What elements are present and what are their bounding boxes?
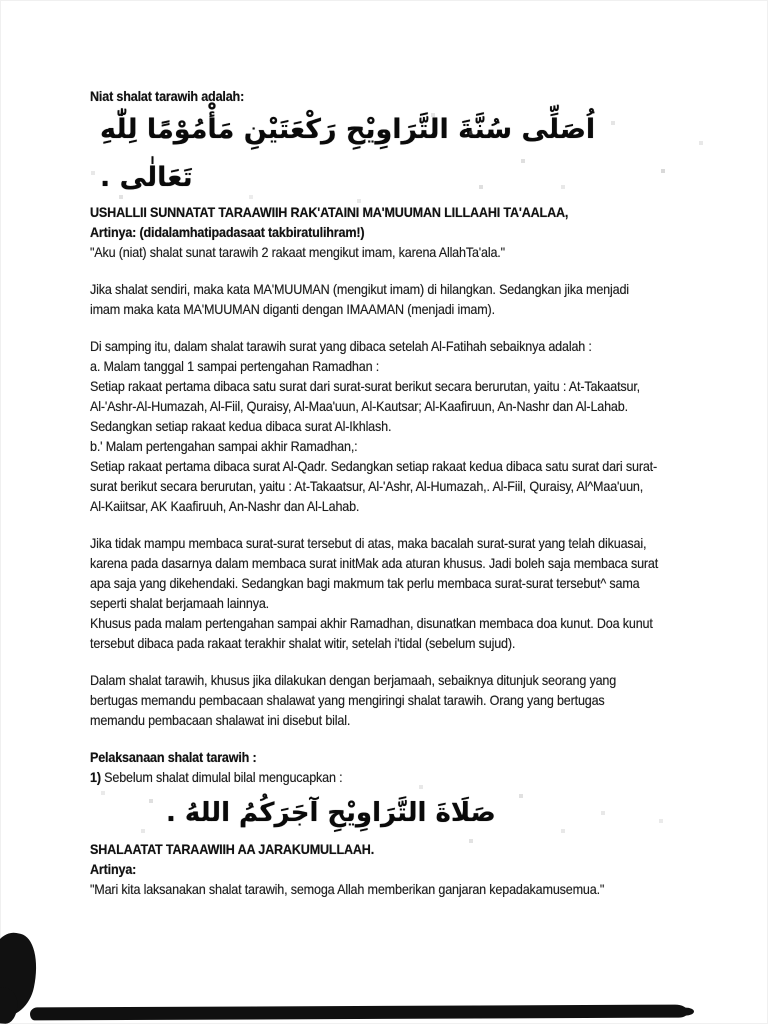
paragraph-gap: [90, 730, 730, 747]
text-line: memandu pembacaan shalawat ini disebut bilal.: [90, 712, 351, 728]
step-1-number: 1): [90, 769, 101, 785]
text-line: Sedangkan setiap rakaat kedua dibaca surat Al-Ikhlash.: [90, 418, 392, 434]
arabic-niat-calligraphy-line-1: اُصَلِّى سُنَّةَ التَّرَاوِيْحِ رَكْعَتَيْنِ مَأْمُوْمًا لِلّٰهِ: [100, 114, 596, 145]
text-line: b.' Malam pertengahan sampai akhir Ramadhan,:: [90, 438, 358, 454]
text-line: karena pada dasarnya dalam membaca surat initMak ada aturan khusus. Jadi boleh saja membaca surat: [90, 555, 659, 571]
paragraph-gap: [90, 516, 730, 533]
arabic-bilal-calligraphy-line: صَلَاةَ التَّرَاوِيْحِ آجَرَكُمُ اللهُ .: [166, 798, 496, 828]
text-line: bertugas memandu pembacaan shalawat yang mengiringi shalat tarawih. Orang yang bertugas: [90, 692, 605, 708]
paragraph-gap: [90, 319, 730, 336]
paragraph-shalat-sendiri: [90, 279, 730, 319]
step-1-text: Sebelum shalat dimulal bilal mengucapkan :: [100, 769, 343, 785]
bilal-translation: "Mari kita laksanakan shalat tarawih, semoga Allah memberikan ganjaran kepadakamusemua.": [90, 881, 605, 897]
text-line: imam maka kata MA'MUUMAN diganti dengan IMAAMAN (menjadi imam).: [90, 301, 495, 317]
document-page: [90, 86, 730, 899]
scan-noise-speckles-bottom: [0, 0, 2, 2]
text-line: Khusus pada malam pertengahan sampai akhir Ramadhan, disunatkan membaca doa kunut. Doa kunut: [90, 615, 653, 631]
text-line: Jika tidak mampu membaca surat-surat tersebut di atas, maka bacalah surat-surat yang telah dikuasai,: [90, 535, 647, 551]
pelaksanaan-heading: Pelaksanaan shalat tarawih :: [90, 749, 257, 765]
transliteration-heading: USHALLII SUNNATAT TARAAWIIH RAK'ATAINI MA'MUUMAN LILLAAHI TA'AALAA,: [90, 204, 569, 220]
text-line: a. Malam tanggal 1 sampai pertengahan Ramadhan :: [90, 358, 380, 374]
text-line: surat berikut secara berurutan, yaitu : At-Takaatsur, Al-'Ashr, Al-Humazah,. Al-Fiil, Quraisy, Al^Maa'uun,: [90, 478, 644, 494]
paragraph-gap: [90, 653, 730, 670]
text-line: Al-Kaiitsar, AK Kaafiruuh, An-Nashr dan Al-Lahab.: [90, 498, 360, 514]
arabic-niat-calligraphy-line-2: تَعَالٰى .: [100, 162, 193, 193]
scan-smudge-bottom-bar: [30, 1005, 688, 1021]
text-line: apa saja yang dikehendaki. Sedangkan bagi makmum tak perlu membaca surat-surat tersebut^ sama: [90, 575, 640, 591]
paragraph-surat-dibaca: [90, 336, 730, 516]
intro-heading: Niat shalat tarawih adalah:: [90, 88, 245, 104]
text-line: Setiap rakaat pertama dibaca surat Al-Qadr. Sedangkan setiap rakaat kedua dibaca satu surat dari surat-: [90, 458, 658, 474]
text-line: Di samping itu, dalam shalat tarawih surat yang dibaca setelah Al-Fatihah sebaiknya adalah :: [90, 338, 592, 354]
artinya-heading: Artinya: (didalamhatipadasaat takbiratulihram!): [90, 224, 365, 240]
scan-noise-speckles-top: [0, 0, 2, 2]
paragraph-gap: [90, 262, 730, 279]
text-line: Jika shalat sendiri, maka kata MA'MUUMAN (mengikut imam) di hilangkan. Sedangkan jika menjadi: [90, 281, 629, 297]
niat-translation: "Aku (niat) shalat sunat tarawih 2 rakaat mengikut imam, karena AllahTa'ala.": [90, 244, 505, 260]
text-line: Setiap rakaat pertama dibaca satu surat dari surat-surat berikut secara berurutan, yaitu : At-Takaatsur,: [90, 378, 640, 394]
paragraph-jika-tidak-mampu: [90, 533, 730, 653]
shalaatat-heading: SHALAATAT TARAAWIIH AA JARAKUMULLAAH.: [90, 841, 375, 857]
text-line: tersebut dibaca pada rakaat terakhir shalat witir, setelah i'tidal (sebelum sujud).: [90, 635, 516, 651]
artinya-2-heading: Artinya:: [90, 861, 137, 877]
step-1-line: [90, 767, 666, 787]
text-line: Dalam shalat tarawih, khusus jika dilakukan dengan berjamaah, sebaiknya ditunjuk seorang yang: [90, 672, 617, 688]
paragraph-bilal: [90, 670, 730, 730]
text-line: Al-'Ashr-Al-Humazah, Al-Fiil, Quraisy, Al-Maa'uun, Al-Kautsar; Al-Kaafiruun, An-Nashr dan Al-Lahab.: [90, 398, 628, 414]
text-line: seperti shalat berjamaah lainnya.: [90, 595, 269, 611]
